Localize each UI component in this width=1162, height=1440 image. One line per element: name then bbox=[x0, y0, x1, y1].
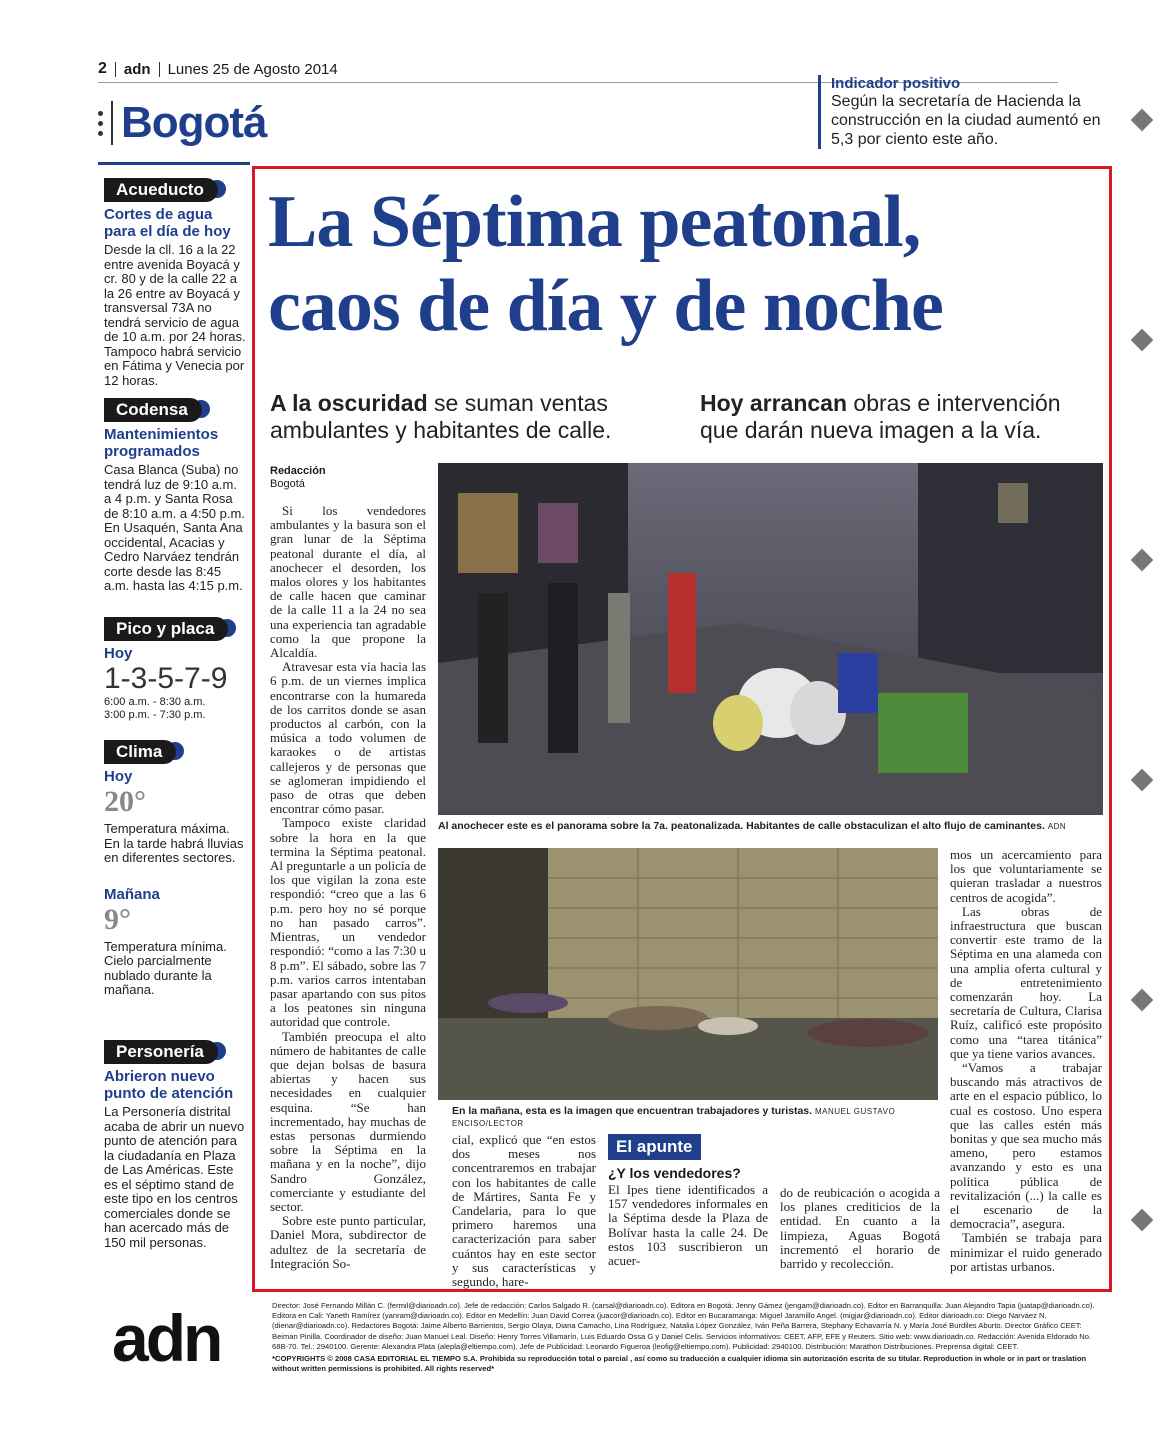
tag-clima: Clima bbox=[104, 740, 176, 764]
byline bbox=[270, 465, 326, 491]
clima-tomorrow-label: Mañana bbox=[104, 885, 160, 903]
byline-place: Bogotá bbox=[270, 478, 305, 490]
clima-today-temp: 20° bbox=[104, 785, 146, 818]
paragraph: “Vamos a trabajar buscando más atractivos de arte en el espacio público, lo cual es costoso. Uno espera que las calles estén más bonitas y que sea mucho más ameno, pero estamos avanzando y esto es una política pública de revitalización (...) la calle es el escenario de la democracia”, asegura. bbox=[950, 1060, 1102, 1232]
acueducto-title: Cortes de agua para el día de hoy bbox=[104, 206, 231, 240]
page-header bbox=[98, 60, 338, 78]
credits-text: Director: José Fernando Millán C. (fermil@diarioadn.co). Jefe de redacción: Carlos Salgado R. (carsal@diarioadn.co). Editora en Bogotá: Jenny Gámez (jengam@diarioadn.co). Editor en Barranquilla: Juan Alejandro Tapia (juatap@diarioadn.co). Editora en Cali: Yaneth Ramírez (yanram@diarioadn.co). Editor en Medellín: Juan David Correa (juacor@diarioadn.co). Editor en Bucaramanga: Miguel Jaramillo Angel. (migjar@diarioadn.co). Editor diarioadn.co: Diego Narváez N. (dienar@diarioadn.co). Redactores Bogotá: Jaime Alberto Barrientos, Sergio Olaya, Diana Camacho, Lina Rodríguez, Natalia López González, Iván Peña Barrera, Stephany Echavarría N. y María José Burdiles Aburto. Director Gráfico CEET: Beiman Pinilla. Coordinador de diseño: Juan Manuel Leal. Diseño: Henry Torres Villamarín, Luis Eduardo Ossa G y Daniel Celis. Servicios informativos: CEET, AFP, EFE y Reuters. Sitio web: www.diarioadn.co. Redacción: Avenida Eldorado No. 68B-70. Tel.: 2940100. Gerente: Alexandra Plata (alepla@eltiempo.com). Jefe de Publicidad: Leonardo Figueroa (leofig@eltiempo.com). Publicidad: 2940100. Distribución: Marathon Distribuciones. Preprensa digital: CEET. bbox=[272, 1301, 1095, 1351]
brand-mark: adn bbox=[123, 60, 151, 78]
indicator-title: Indicador positivo bbox=[831, 75, 961, 92]
apunte-tag: El apunte bbox=[608, 1134, 701, 1160]
headline-line-2: caos de día y de noche bbox=[268, 265, 943, 347]
night-street-image bbox=[438, 463, 1103, 815]
divider bbox=[111, 101, 113, 145]
caption-text: En la mañana, esta es la imagen que encuentran trabajadores y turistas. bbox=[452, 1105, 813, 1117]
pico-day: Hoy bbox=[104, 645, 133, 662]
registration-mark-icon bbox=[1131, 549, 1154, 572]
registration-mark-icon bbox=[1131, 329, 1154, 352]
photo-night-street bbox=[438, 463, 1103, 815]
article-column-2 bbox=[452, 1132, 596, 1290]
article-column-1 bbox=[270, 504, 426, 1274]
page-number: 2 bbox=[98, 60, 107, 77]
sidebar-codensa bbox=[104, 398, 246, 594]
apunte-text bbox=[608, 1183, 768, 1268]
morning-wall-image bbox=[438, 848, 938, 1100]
clima-today-label: Hoy bbox=[104, 768, 133, 785]
copyright-text: *COPYRIGHTS © 2008 CASA EDITORIAL EL TIEMPO S.A. Prohibida su reproducción total o parcial , así como su traducción a cualquier idioma sin autorización escrita de su titular. Reproduction in whole or in part or traslation without written permissions is prohibited. All rights reserved* bbox=[272, 1354, 1087, 1374]
clima-tomorrow-temp: 9° bbox=[104, 902, 131, 936]
dots-icon bbox=[98, 111, 103, 136]
apunte-question: ¿Y los vendedores? bbox=[608, 1165, 741, 1181]
paragraph: do de reubicación o acogida a los planes crediticios de la entidad. En cuanto a la limpieza, Aguas Bogotá incrementó el horario de barrido y recolección. bbox=[780, 1185, 940, 1272]
personeria-title: Abrieron nuevo punto de atención bbox=[104, 1068, 234, 1102]
photo-credit: ADN bbox=[1047, 822, 1067, 831]
clima-tomorrow-text: Temperatura mínima. Cielo parcialmente nublado durante la mañana. bbox=[104, 938, 227, 997]
paragraph: Atravesar esta vía hacia las 6 p.m. de un viernes implica encontrarse con la humareda de los carritos donde se asan productos al carbón, con la música a todo volumen de karaokes o de artistas callejeros y de personas que se aglomeran impidiendo el paso de otras que deben encontrar cómo pasar. bbox=[270, 659, 426, 817]
registration-mark-icon bbox=[1131, 109, 1154, 132]
divider bbox=[159, 62, 160, 77]
clima-today-text: Temperatura máxima. En la tarde habrá lluvias en diferentes sectores. bbox=[104, 821, 244, 865]
article-headline bbox=[268, 180, 1108, 348]
acueducto-text: Desde la cll. 16 a la 22 entre avenida Boyacá y cr. 80 y de la calle 22 a la 26 entre av Boyacá y transversal 73A no tendrá servicio de agua de 10 a.m. por 24 horas. Tampoco habrá servicio en Fátima y Venecia por 12 horas. bbox=[104, 242, 246, 388]
tag-acueducto: Acueducto bbox=[104, 178, 218, 202]
indicator-text: Según la secretaría de Hacienda la construcción en la ciudad aumentó en 5,3 por ciento este año. bbox=[831, 93, 1101, 148]
pico-times-morning: 6:00 a.m. - 8:30 a.m. bbox=[104, 696, 206, 708]
divider bbox=[115, 62, 116, 77]
section-heading bbox=[98, 98, 267, 148]
codensa-title: Mantenimientos programados bbox=[104, 426, 219, 460]
personeria-text: La Personería distrital acaba de abrir un nuevo punto de atención para la ciudadanía en Plaza de Las Américas. Este es el séptimo stand de este tipo en los centros comerciales donde se han acercado más de 150 mil personas. bbox=[104, 1104, 245, 1250]
codensa-text: Casa Blanca (Suba) no tendrá luz de 9:10 a.m. a 4 p.m. y Santa Rosa de 8:10 a.m. a 4:50 p.m. En Usaquén, Santa Ana occidental, Acacias y Cedro Narváez tendrán corte desde las 8:45 a.m. hasta las 4:15 p.m. bbox=[104, 462, 245, 593]
footer-credits bbox=[272, 1301, 1102, 1374]
paragraph: Sobre este punto particular, Daniel Mora, subdirector de adultez de la secretaría de Integración So- bbox=[270, 1213, 426, 1271]
paragraph: cial, explicó que “en estos dos meses nos concentraremos en trabajar con los habitantes de calle de Mártires, Santa Fe y Candelaria, para lo que primero haremos una caracterización para saber cuántos hay en este sector y sus características y segundo, hare- bbox=[452, 1132, 596, 1290]
apunte-text-continued bbox=[780, 1186, 940, 1271]
section-rule bbox=[98, 162, 250, 165]
photo-morning-wall bbox=[438, 848, 938, 1100]
sidebar-clima bbox=[104, 740, 246, 998]
registration-mark-icon bbox=[1131, 989, 1154, 1012]
deck-left-bold: A la oscuridad bbox=[270, 390, 428, 416]
sidebar-acueducto bbox=[104, 178, 246, 388]
footer-logo: adn bbox=[112, 1301, 221, 1375]
section-name: Bogotá bbox=[121, 98, 267, 147]
registration-mark-icon bbox=[1131, 769, 1154, 792]
paragraph: También preocupa el alto número de habitantes de calle que dejan bolsas de basura abiertas y hacen sus necesidades en cualquier esquina. “Se han incrementado, hay muchas de estas personas durmiendo sobre la Séptima en la mañana y en la noche”, dijo Sandro González, comerciante y estudiante del sector. bbox=[270, 1028, 426, 1214]
caption-text: Al anochecer este es el panorama sobre la 7a. peatonalizada. Habitantes de calle obstaculizan el alto flujo de caminantes. bbox=[438, 820, 1045, 832]
paragraph: También se trabaja para minimizar el ruido generado por artistas urbanos. bbox=[950, 1230, 1102, 1274]
deck-right bbox=[700, 390, 1100, 444]
paragraph: mos un acercamiento para los que voluntariamente se quieran trasladar a nuestros centros de acogida”. bbox=[950, 847, 1102, 905]
paragraph: Si los vendedores ambulantes y la basura son el gran lunar de la Séptima peatonal durante el día, al anochecer el desorden, los malos olores y los habitantes de calle hacen que caminar de la calle 11 a la 24 no sea una experiencia tan agradable como la que propone la Alcaldía. bbox=[270, 503, 426, 661]
paragraph: Las obras de infraestructura que buscan convertir este tramo de la Séptima en una alameda con una amplia oferta cultural y de entretenimiento comenzarán hoy. La secretaría de Cultura, Clarisa Ruíz, calificó este propósito como una “tarea titánica” que ya tiene varios avances. bbox=[950, 903, 1102, 1061]
apunte-box bbox=[608, 1134, 768, 1268]
tag-personeria: Personería bbox=[104, 1040, 218, 1064]
article-column-3 bbox=[950, 848, 1102, 1273]
pico-numbers: 1-3-5-7-9 bbox=[104, 662, 228, 695]
paragraph: Tampoco existe claridad sobre la hora en la que termina la Séptima peatonal. Al preguntarle a un policía de los que vigilan la zona este respondió: “creo que a las 6 p.m. pero hoy no sé porque no han pasado carros”. Mientras, un vendedor respondió: “como a las 7:30 u 8 p.m”. El sábado, sobre las 7 p.m. varios carros intentaban pasar apartando con sus pitos a los peatones sin ninguna autoridad que controle. bbox=[270, 815, 426, 1030]
byline-author: Redacción bbox=[270, 465, 326, 477]
caption-photo-1 bbox=[438, 820, 1103, 832]
photo-credit: MANUEL GUSTAVO ENCISO/LECTOR bbox=[452, 1107, 896, 1128]
issue-date: Lunes 25 de Agosto 2014 bbox=[167, 60, 338, 78]
tag-codensa: Codensa bbox=[104, 398, 202, 422]
indicator-box bbox=[818, 75, 1121, 149]
deck-right-bold: Hoy arrancan bbox=[700, 390, 848, 416]
deck-left-rest: se suman ventas ambulantes y habitantes de calle. bbox=[270, 390, 612, 443]
sidebar-pico-placa bbox=[104, 617, 246, 722]
registration-mark-icon bbox=[1131, 1209, 1154, 1232]
deck-right-rest: obras e intervención que darán nueva imagen a la vía. bbox=[700, 390, 1061, 443]
paragraph: El Ipes tiene identificados a 157 vendedores informales en la Séptima desde la Plaza de Bolívar hasta la calle 24. De estos 103 suscribieron un acuer- bbox=[608, 1182, 768, 1269]
sidebar-personeria bbox=[104, 1040, 246, 1250]
tag-pico-placa: Pico y placa bbox=[104, 617, 228, 641]
headline-line-1: La Séptima peatonal, bbox=[268, 181, 921, 263]
caption-photo-2 bbox=[452, 1105, 942, 1129]
pico-times-evening: 3:00 p.m. - 7:30 p.m. bbox=[104, 709, 206, 721]
deck-left bbox=[270, 390, 670, 444]
